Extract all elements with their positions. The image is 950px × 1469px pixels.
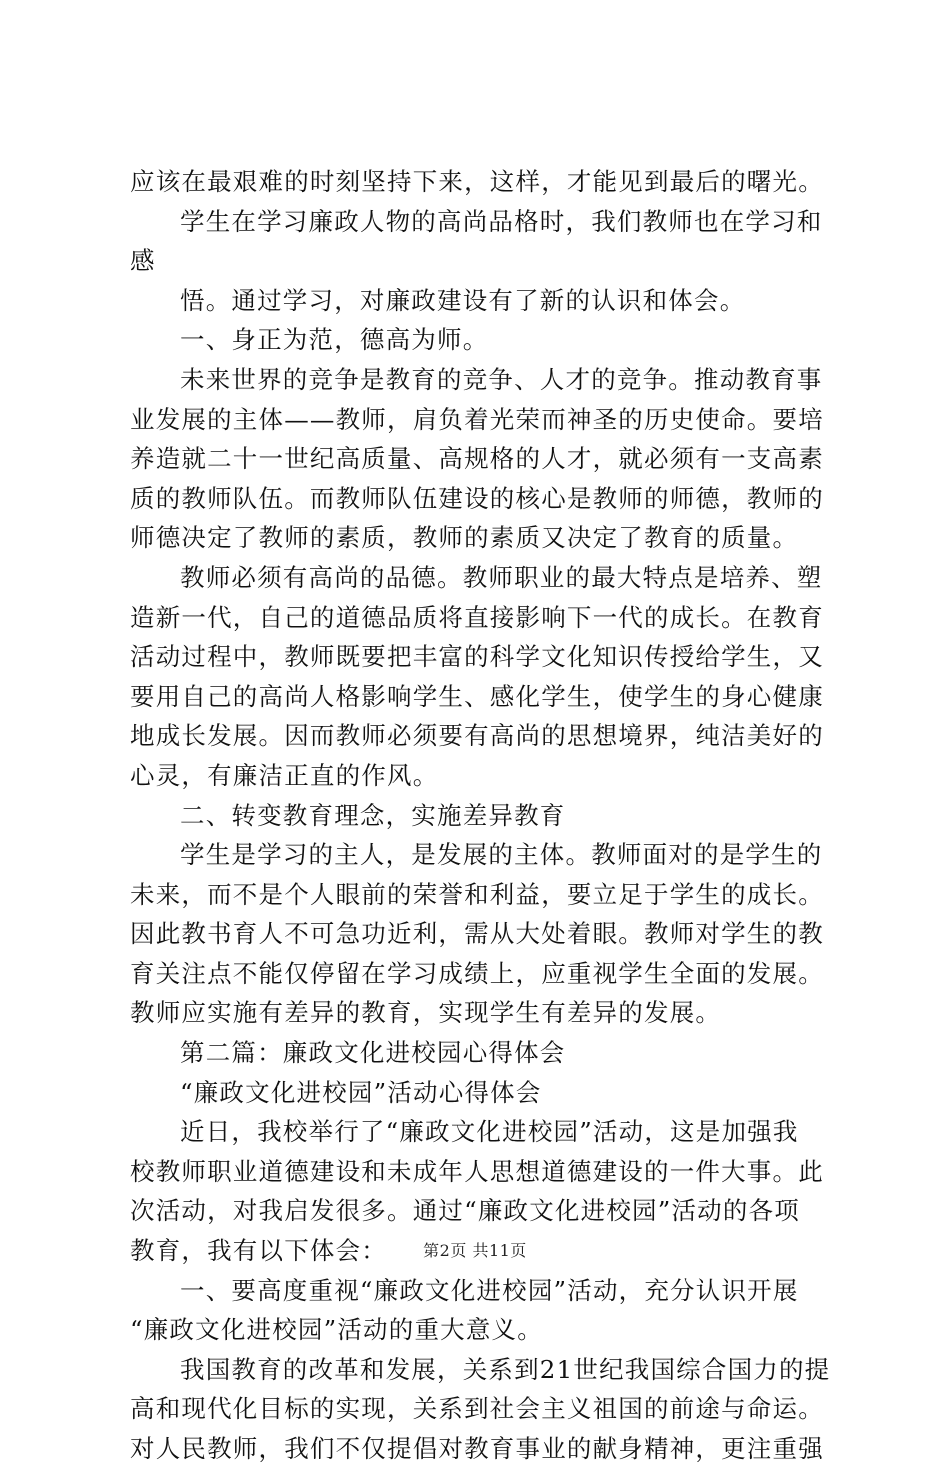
text-line: 次活动，对我启发很多。通过“廉政文化进校园”活动的各项 [130,1196,800,1226]
text-line: 未来，而不是个人眼前的荣誉和利益，要立足于学生的成长。 [130,879,824,909]
text-line: 学生在学习廉政人物的高尚品格时，我们教师也在学习和 [180,206,823,236]
text-line: 师德决定了教师的素质，教师的素质又决定了教育的质量。 [130,523,799,553]
text-line: 质的教师队伍。而教师队伍建设的核心是教师的师德，教师的 [130,483,824,513]
text-line: 近日，我校举行了“廉政文化进校园”活动，这是加强我 [180,1117,799,1147]
text-line: 学生是学习的主人，是发展的主体。教师面对的是学生的 [180,840,823,870]
text-line: 要用自己的高尚人格影响学生、感化学生，使学生的身心健康 [130,681,824,711]
text-line: 养造就二十一世纪高质量、高规格的人才，就必须有一支高素 [130,444,824,474]
page-footer: 第2页 共11页 [423,1241,527,1260]
text-line: 二、转变教育理念，实施差异教育 [180,800,566,830]
text-line: 一、身正为范，德高为师。 [180,325,489,355]
text-line: 一、要高度重视“廉政文化进校园”活动，充分认识开展 [180,1275,799,1305]
text-line: 教师应实施有差异的教育，实现学生有差异的发展。 [130,998,722,1028]
text-line: 我国教育的改革和发展，关系到21世纪我国综合国力的提 [180,1354,831,1384]
document-body [130,162,840,1469]
text-line: 因此教书育人不可急功近利，需从大处着眼。教师对学生的教 [130,919,824,949]
text-line: 应该在最艰难的时刻坚持下来，这样，才能见到最后的曙光。 [130,167,824,196]
text-line: 高和现代化目标的实现，关系到社会主义祖国的前途与命运。 [130,1394,824,1424]
text-line: 活动过程中，教师既要把丰富的科学文化知识传授给学生，又 [130,642,824,672]
text-line: 地成长发展。因而教师必须要有高尚的思想境界，纯洁美好的 [130,721,824,751]
text-line: 教师必须有高尚的品德。教师职业的最大特点是培养、塑 [180,562,823,592]
text-line: 悟。通过学习，对廉政建设有了新的认识和体会。 [180,285,746,315]
text-line: 第二篇：廉政文化进校园心得体会 [180,1038,566,1068]
text-line: 校教师职业道德建设和未成年人思想道德建设的一件大事。此 [130,1156,824,1186]
text-line: 育关注点不能仅停留在学习成绩上，应重视学生全面的发展。 [130,958,824,988]
text-line: 对人民教师，我们不仅提倡对教育事业的献身精神，更注重强 [130,1434,824,1463]
text-line: 未来世界的竞争是教育的竞争、人才的竞争。推动教育事 [180,364,823,394]
text-line: 感 [130,246,156,276]
text-line: 业发展的主体——教师，肩负着光荣而神圣的历史使命。要培 [130,404,824,434]
text-line: “廉政文化进校园”活动心得体会 [180,1077,542,1107]
text-line: 心灵，有廉洁正直的作风。 [130,760,439,790]
text-line: 教育，我有以下体会： [130,1236,387,1266]
text-line: 造新一代，自己的道德品质将直接影响下一代的成长。在教育 [130,602,824,632]
text-line: “廉政文化进校园”活动的重大意义。 [130,1315,543,1345]
